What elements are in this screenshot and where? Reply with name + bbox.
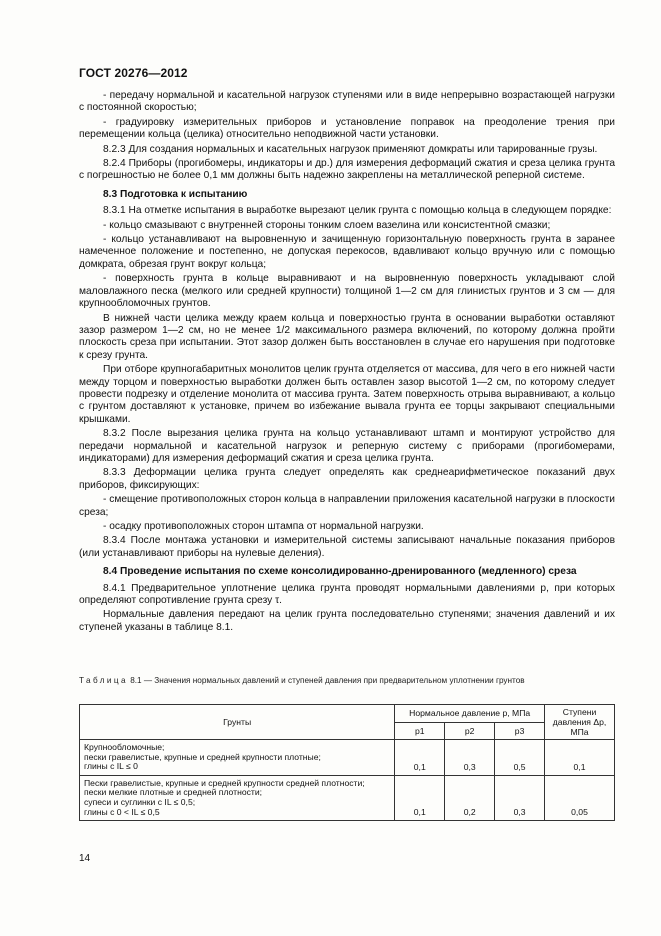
- header-soils: Грунты: [80, 705, 395, 740]
- soil-line: Крупнообломочные;: [84, 742, 165, 752]
- pressure-table: [79, 704, 615, 821]
- soil-cell: [80, 740, 395, 776]
- header-p1: p1: [395, 722, 445, 740]
- table-header-row: [80, 705, 615, 723]
- table-caption-text: 8.1 — Значения нормальных давлений и ступеней давления при предварительном уплотнении грунтов: [130, 676, 525, 685]
- paragraph: - градуировку измерительных приборов и установление поправок на преодоление трения при перемещении кольца (целика) относительно неподвижной части установки.: [79, 116, 615, 141]
- value-p1: 0,1: [395, 740, 445, 776]
- paragraph: - осадку противоположных сторон штампа от нормальной нагрузки.: [103, 521, 424, 532]
- paragraph: 8.3.1 На отметке испытания в выработке вырезают целик грунта с помощью кольца в следующем порядке:: [103, 205, 612, 217]
- header-p3: p3: [495, 722, 545, 740]
- soil-line: пески мелкие плотные и средней плотности;: [84, 787, 263, 798]
- soil-cell: [80, 775, 395, 820]
- section-heading-8-3: 8.3 Подготовка к испытанию: [103, 188, 248, 200]
- paragraph: - смещение противоположных сторон кольца в направлении приложения касательной нагрузки в плоскости среза;: [79, 494, 615, 518]
- page-number: 14: [79, 853, 91, 864]
- paragraph: - передачу нормальной и касательной нагрузок ступенями или в виде непрерывно возрастающей нагрузки с постоянной скоростью;: [79, 90, 615, 114]
- soil-line: Пески гравелистые, крупные и средней крупности средней плотности;: [84, 777, 365, 788]
- paragraph: 8.2.4 Приборы (прогибомеры, индикаторы и др.) для измерения деформаций сжатия и среза целика грунта с погрешностью не более 0,1 мм должны быть надежно закреплены на металлической реперной системе.: [79, 158, 615, 182]
- paragraph: 8.4.1 Предварительное уплотнение целика грунта проводят нормальными давлениями p, при которых определяют сопротивление грунта срезу τ.: [79, 582, 615, 607]
- section-heading-8-4: 8.4 Проведение испытания по схеме консолидированно-дренированного (медленного) среза: [103, 566, 577, 578]
- paragraph: 8.3.2 После вырезания целика грунта на кольцо устанавливают штамп и монтируют устройство для передачи нормальной и касательной нагрузок и реперную систему с приборами (прогибомерами, индикаторами) для измерения деформаций сжатия и среза целика грунта.: [79, 428, 615, 464]
- paragraph: 8.3.3 Деформации целика грунта следует определять как среднеарифметическое показаний двух приборов, фиксирующих:: [79, 467, 615, 491]
- value-dp: 0,05: [545, 775, 615, 820]
- table-row: [80, 775, 615, 820]
- header-pressure-steps: Ступени давления Δp, МПа: [545, 705, 615, 740]
- value-p2: 0,2: [445, 775, 495, 820]
- paragraph: В нижней части целика между краем кольца и поверхностью грунта в основании выработки оставляют зазор размером 1—2 см, но не менее 1/2 максимального размера включений, по которому должна пройти плоскость среза при испытании. Этот зазор должен быть восстановлен в случае его нарушения при подготовке к срезу грунта.: [79, 312, 615, 361]
- value-dp: 0,1: [545, 740, 615, 776]
- value-p3: 0,3: [495, 775, 545, 820]
- body-text: [79, 90, 615, 636]
- soil-line: пески гравелистые, крупные и средней крупности плотные;: [84, 751, 321, 762]
- header-normal-pressure: Нормальное давление p, МПа: [395, 705, 545, 723]
- value-p1: 0,1: [395, 775, 445, 820]
- header-p2: p2: [445, 722, 495, 740]
- paragraph: При отборе крупногабаритных монолитов целик грунта отделяется от массива, для чего в его нижней части между торцом и поверхностью выработки должен быть оставлен зазор высотой 1—2 см, по которому следует провести подрезку и отделение монолита от массива грунта. Затем поверхность отрыва выравнивают, а кольцо с грунтом доставляют к установке, причем во избежание вывала грунта ее торцы закрывают специальными крышками.: [79, 364, 615, 425]
- paragraph: Нормальные давления передают на целик грунта последовательно ступенями; значения давлений и их ступеней указаны в таблице 8.1.: [79, 609, 615, 633]
- soil-line: глины с 0 < IL ≤ 0,5: [84, 806, 160, 817]
- table-caption-prefix: Таблица: [79, 676, 128, 685]
- value-p3: 0,5: [495, 740, 545, 776]
- document-header: ГОСТ 20276—2012: [79, 66, 188, 80]
- paragraph: 8.2.3 Для создания нормальных и касательных нагрузок применяют домкраты или тарированные грузы.: [103, 143, 598, 155]
- paragraph: - кольцо устанавливают на выровненную и зачищенную горизонтальную поверхность грунта в заранее намеченное положение и постепенно, не допуская перекосов, вдавливают кольцо вручную или с помощью домкрата, обрезая грунт вокруг кольца;: [79, 234, 615, 270]
- paragraph: - кольцо смазывают с внутренней стороны тонким слоем вазелина или консистентной смазки;: [103, 219, 551, 231]
- paragraph: - поверхность грунта в кольце выравнивают и на выровненную поверхность укладывают слой маловлажного песка (мелкого или средней крупности) толщиной 1—2 см для глинистых грунтов и 3 см — для крупнообломочных грунтов.: [79, 273, 615, 310]
- value-p2: 0,3: [445, 740, 495, 776]
- paragraph: 8.3.4 После монтажа установки и измерительной системы записывают начальные показания приборов (или устанавливают приборы на нулевые деления).: [79, 535, 615, 559]
- table-row: [80, 740, 615, 776]
- soil-line: глины с IL ≤ 0: [84, 761, 138, 772]
- soil-line: супеси и суглинки с IL ≤ 0,5;: [84, 796, 196, 807]
- table-caption: [79, 676, 615, 687]
